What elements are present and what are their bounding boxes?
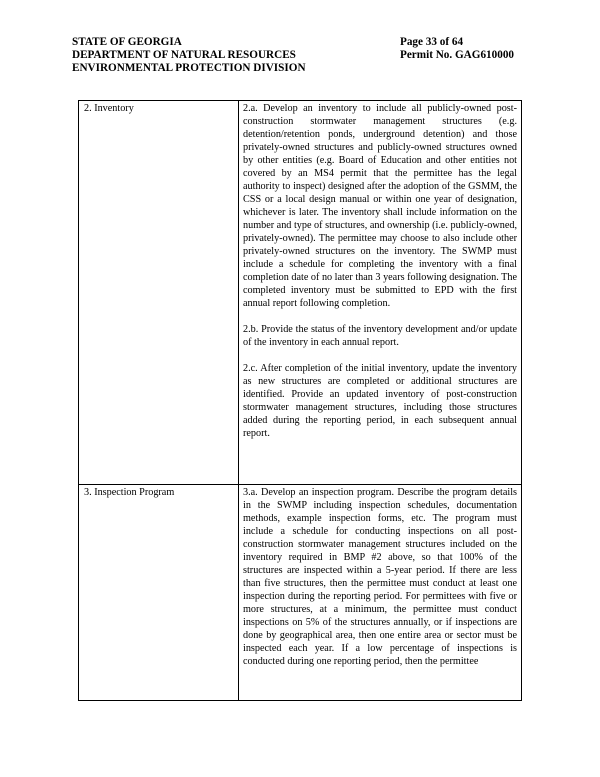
table-row-inspection-program [79,485,522,701]
page-number: Page 33 of 64 [400,36,464,48]
paragraph-2c: 2.c. After completion of the initial inventory, update the inventory as new structures are completed or additional structures are identified. Provide an updated inventory of post-construction stormwater management structures, including those structures added during the reporting period, in each subsequent annual report. [243,363,517,439]
permit-number: Permit No. GAG610000 [400,49,515,61]
paragraph-2b: 2.b. Provide the status of the inventory development and/or update of the inventory in each annual report. [243,324,517,348]
description-clip [243,486,517,698]
row-description-cell [239,101,522,485]
header-row-1 [72,36,528,49]
state-name: STATE OF GEORGIA [72,36,182,48]
page-header [72,36,528,75]
paragraph-2a: 2.a. Develop an inventory to include all publicly-owned post-construction stormwater management structures (e.g. detention/retention ponds, underground detention) and those privately-owned structures and publicly-owned structures owned by other entities (e.g. Board of Education and other entities not covered by an MS4 permit that the permittee has the legal authority to inspect) designed after the adoption of the GSMM, the CSS or a local design manual or within one year of designation, whichever is later. The inventory shall include information on the number and type of structures, and ownership (i.e. publicly-owned, privately-owned). The permittee may choose to also include other privately-owned structures on the inventory. The SWMP must include a schedule for completing the inventory with a final completion date of no later than 3 years following designation. The completed inventory must be submitted to EPD with the first annual report following completion. [243,103,517,309]
bmp-table [78,100,522,701]
header-row-2 [72,49,528,62]
department-name: DEPARTMENT OF NATURAL RESOURCES [72,49,296,61]
table-row-inventory [79,101,522,485]
row-label-cell [79,485,239,701]
paragraph-3a: 3.a. Develop an inspection program. Describe the program details in the SWMP including inspection schedules, documentation methods, example inspection forms, etc. The program must include a schedule for conducting inspections on all post-construction stormwater management structures included on the inventory required in BMP #2 above, so that 100% of the structures are inspected within a 5-year period. If there are less than five structures, then the permittee must conduct at least one inspection during the reporting period. For permittees with five or more structures, at a minimum, the permittee must conduct inspections on 5% of the structures annually, or if inspections are done by geographical area, then one entire area or sector must be inspected each year. If a low percentage of inspections is conducted during one reporting period, then the permittee [243,487,517,667]
row-label-cell [79,101,239,485]
header-row-3 [72,62,528,75]
row-label: 3. Inspection Program [84,487,175,498]
division-name: ENVIRONMENTAL PROTECTION DIVISION [72,62,306,74]
row-description-cell [239,485,522,701]
row-label: 2. Inventory [84,103,134,114]
